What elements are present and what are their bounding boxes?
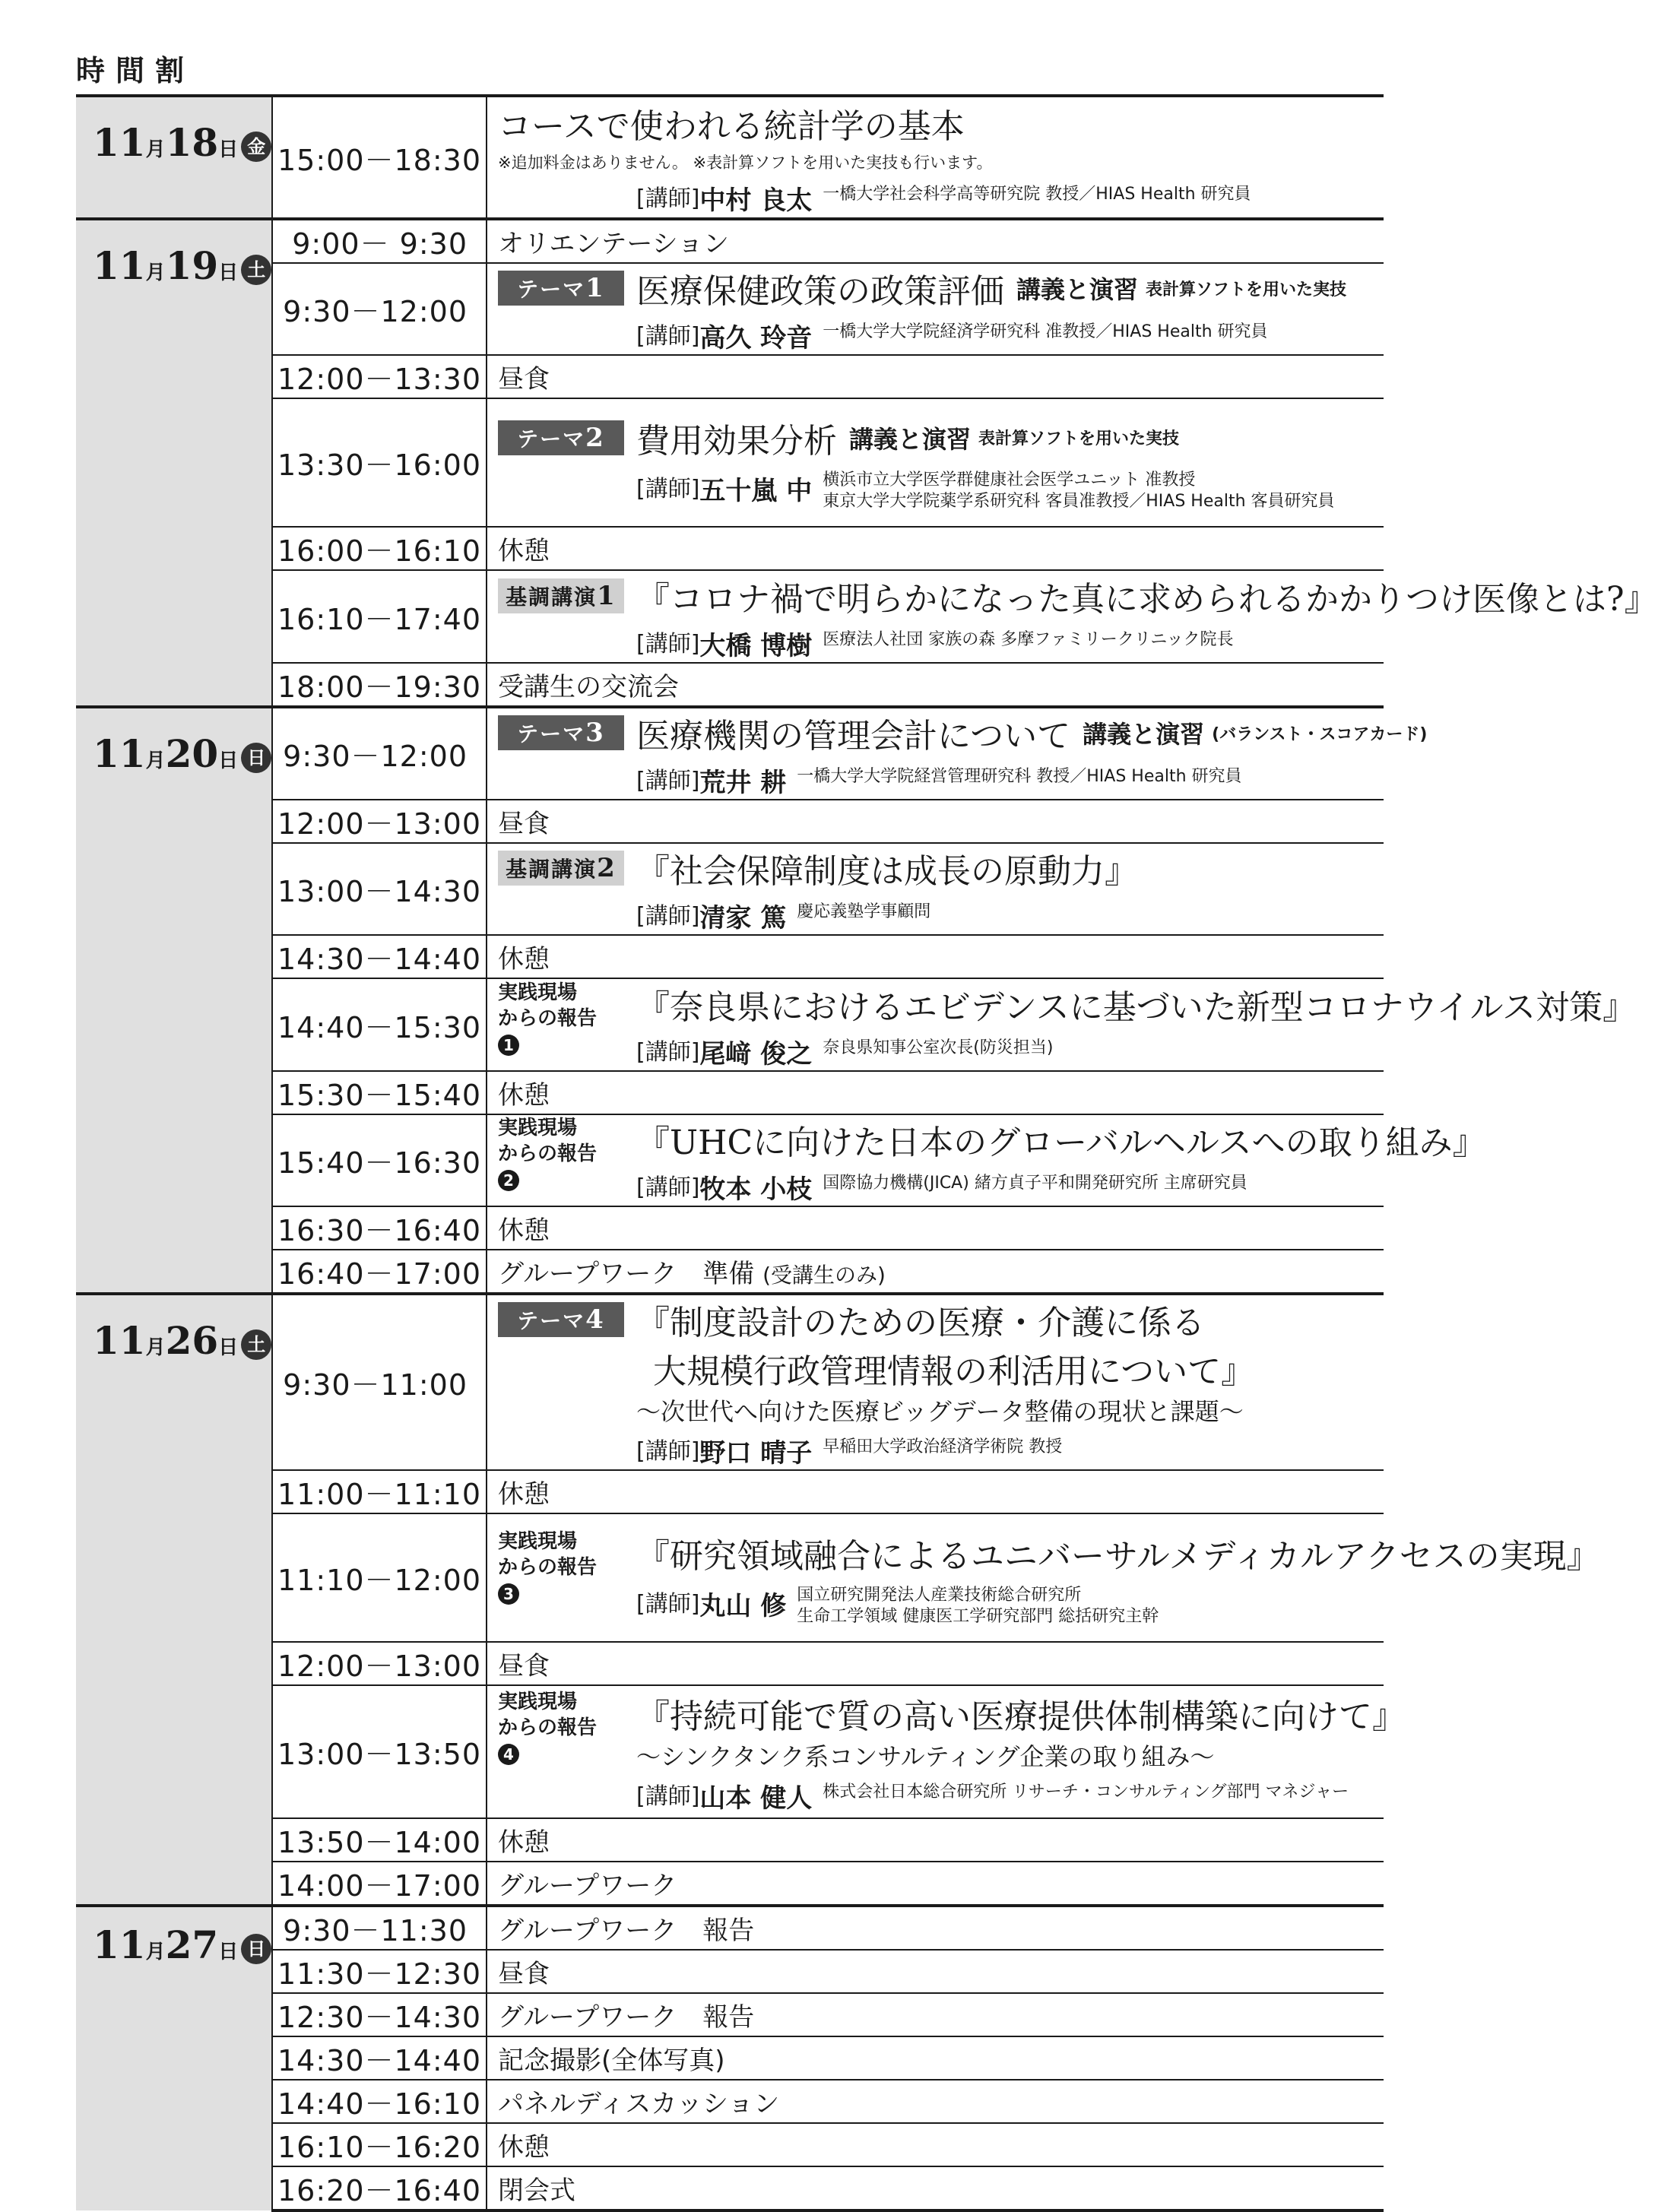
session-title: 『社会保障制度は成長の原動力』: [636, 852, 1138, 891]
table-row: [76, 978, 1384, 1071]
session-cell: テーマ2 費用効果分析 講義と演習 表計算ソフトを用いた実技 [講師] 五十嵐 中 横浜市立大学医学群健康社会医学ユニット 准教授 東京大学大学院薬学系研究科 客員准教授／HIAS Health 客員研究員: [487, 398, 1384, 527]
time-cell: 9:30－12:00: [272, 707, 487, 800]
session-cell: 休憩: [487, 1470, 1384, 1513]
lecturer-affiliation: 株式会社日本総合研究所 リサーチ・コンサルティング部門 マネジャー: [823, 1783, 1349, 1802]
session-cell: [487, 1114, 1486, 1206]
date-cell: [76, 1294, 272, 1906]
table-row: [76, 570, 1384, 663]
lecturer-affiliation: 一橋大学大学院経済学研究科 准教授／HIAS Health 研究員: [823, 322, 1268, 341]
time-cell: 15:40－16:30: [272, 1114, 487, 1206]
session-subtitle: ～次世代へ向けた医療ビッグデータ整備の現状と課題～: [636, 1397, 1244, 1426]
lecturer-name: 高久 玲音: [699, 323, 813, 353]
lecturer: [講師] 野口 晴子 早稲田大学政治経済学術院 教授: [636, 1432, 1377, 1469]
keynote-badge: 基調講演2: [498, 851, 624, 886]
lecturer: [講師] 荒井 耕 一橋大学大学院経営管理研究科 教授／HIAS Health 研究員: [636, 762, 1377, 799]
session-cell: グループワーク 報告: [487, 1993, 1384, 2036]
session-cell: テーマ1 医療保健政策の政策評価 講義と演習 表計算ソフトを用いた実技 [講師] 高久 玲音 一橋大学大学院経済学研究科 准教授／HIAS Health 研究員: [487, 263, 1384, 355]
table-row: [76, 1642, 1384, 1685]
table-row: [76, 1114, 1384, 1206]
table-row: [76, 1071, 1384, 1114]
weekday-badge: 金: [241, 132, 271, 162]
field-report-label: 実践現場 からの報告 3: [498, 1529, 598, 1603]
table-row: [76, 935, 1384, 978]
lecturer-name: 清家 篤: [699, 903, 787, 933]
lecturer-name: 尾﨑 俊之: [699, 1038, 813, 1070]
lecturer: [講師] 五十嵐 中 横浜市立大学医学群健康社会医学ユニット 准教授 東京大学大学院薬学系研究科 客員准教授／HIAS Health 客員研究員: [636, 470, 1335, 511]
session-cell: [487, 1685, 1406, 1818]
report-number-badge: 1: [498, 1035, 519, 1056]
session-cell: [487, 843, 1384, 935]
session-title: 『持続可能で質の高い医療提供体制構築に向けて』: [636, 1697, 1406, 1736]
session-title: 費用効果分析: [636, 421, 837, 461]
session-cell: パネルディスカッション: [487, 2080, 1384, 2123]
table-row: [76, 219, 1384, 263]
table-row: [76, 2036, 1384, 2080]
time-cell: 14:30－14:40: [272, 2036, 487, 2080]
table-row: [76, 1206, 1384, 1250]
lecturer-name: 五十嵐 中: [699, 475, 813, 506]
table-row: [76, 1513, 1384, 1642]
session-cell: 昼食: [487, 1642, 1384, 1685]
time-cell: 12:30－14:30: [272, 1993, 487, 2036]
time-cell: 11:10－12:00: [272, 1513, 487, 1642]
session-cell: 昼食: [487, 1950, 1384, 1993]
time-cell: 14:30－14:40: [272, 935, 487, 978]
theme-badge: テーマ3: [498, 715, 624, 750]
date-cell: [76, 707, 272, 1294]
lecturer-affiliation: 横浜市立大学医学群健康社会医学ユニット 准教授 東京大学大学院薬学系研究科 客員准教授／HIAS Health 客員研究員: [823, 470, 1335, 511]
session-cell: グループワーク 報告: [487, 1906, 1384, 1950]
table-row: [76, 800, 1384, 843]
time-cell: 11:00－11:10: [272, 1470, 487, 1513]
time-cell: 13:00－14:30: [272, 843, 487, 935]
session-cell: [487, 96, 1384, 219]
time-cell: 14:40－16:10: [272, 2080, 487, 2123]
time-cell: 15:30－15:40: [272, 1071, 487, 1114]
time-cell: 15:00－18:30: [272, 96, 487, 219]
lecturer-name: 大橋 博樹: [699, 630, 813, 661]
session-title: 『コロナ禍で明らかになった真に求められるかかりつけ医像とは?』: [636, 579, 1658, 619]
table-row: [76, 1470, 1384, 1513]
table-row: [76, 663, 1384, 707]
time-cell: 9:30－12:00: [272, 263, 487, 355]
session-cell: 休憩: [487, 1206, 1384, 1250]
lecturer-affiliation: 国際協力機構(JICA) 緒方貞子平和開発研究所 主席研究員: [823, 1174, 1247, 1193]
table-row: [76, 1906, 1384, 1950]
lecturer: [講師] 中村 良太 一橋大学社会科学高等研究院 教授／HIAS Health 研究員: [636, 179, 1377, 217]
time-cell: 16:00－16:10: [272, 527, 487, 570]
time-cell: 14:40－15:30: [272, 978, 487, 1071]
lecturer: [講師] 丸山 修 国立研究開発法人産業技術総合研究所 生命工学領域 健康医工学研究部門 総括研究主幹: [636, 1585, 1159, 1626]
page-title: 時間割: [76, 54, 195, 87]
table-row: [76, 263, 1384, 355]
session-title: 『奈良県におけるエビデンスに基づいた新型コロナウイルス対策』: [636, 987, 1637, 1027]
time-cell: 9:30－11:00: [272, 1294, 487, 1470]
table-row: [76, 2080, 1384, 2123]
session-subtitle: ～シンクタンク系コンサルティング企業の取り組み～: [636, 1742, 1215, 1771]
report-number-badge: 2: [498, 1170, 519, 1191]
lecturer: [講師] 高久 玲音 一橋大学大学院経済学研究科 准教授／HIAS Health 研究員: [636, 317, 1377, 354]
lecturer-name: 野口 晴子: [699, 1438, 813, 1469]
session-note: ※追加料金はありません。 ※表計算ソフトを用いた実技も行います。: [498, 153, 993, 172]
time-cell: 16:30－16:40: [272, 1206, 487, 1250]
field-report-label: 実践現場 からの報告 1: [498, 981, 598, 1054]
report-number-badge: 4: [498, 1744, 519, 1765]
lecturer: [講師] 清家 篤 慶応義塾学事顧問: [636, 897, 1377, 934]
session-cell: 閉会式: [487, 2166, 1384, 2210]
session-cell: オリエンテーション: [487, 219, 1384, 263]
session-title: 医療保健政策の政策評価: [636, 272, 1004, 311]
session-title: コースで使われる統計学の基本: [498, 106, 965, 146]
lecturer-name: 丸山 修: [699, 1590, 787, 1621]
table-row: [76, 1950, 1384, 1993]
weekday-badge: 土: [241, 255, 271, 285]
session-cell: 休憩: [487, 935, 1384, 978]
table-row: [76, 1862, 1384, 1906]
table-row: [76, 2166, 1384, 2210]
timetable: [76, 94, 1658, 2212]
session-cell: グループワーク: [487, 1862, 1384, 1906]
session-cell: [487, 570, 1658, 663]
time-cell: 16:20－16:40: [272, 2166, 487, 2210]
session-title: 『UHCに向けた日本のグローバルヘルスへの取り組み』: [636, 1123, 1486, 1162]
lecturer: [講師] 牧本 小枝 国際協力機構(JICA) 緒方貞子平和開発研究所 主席研究員: [636, 1168, 1486, 1206]
table-row: [76, 1818, 1384, 1862]
time-cell: 12:00－13:30: [272, 355, 487, 398]
session-cell: 休憩: [487, 1818, 1384, 1862]
table-row: [76, 96, 1384, 219]
lecturer-name: 山本 健人: [699, 1783, 813, 1814]
lecturer-name: 中村 良太: [699, 185, 813, 216]
time-cell: 16:10－16:20: [272, 2123, 487, 2166]
session-cell: 受講生の交流会: [487, 663, 1384, 707]
lecturer-affiliation: 一橋大学大学院経営管理研究科 教授／HIAS Health 研究員: [797, 767, 1242, 786]
lecturer-affiliation: 医療法人社団 家族の森 多摩ファミリークリニック院長: [823, 629, 1234, 649]
session-title: 『制度設計のための医療・介護に係る: [636, 1304, 1205, 1342]
time-cell: 13:50－14:00: [272, 1818, 487, 1862]
lecturer-affiliation: 慶応義塾学事顧問: [797, 902, 931, 921]
lecturer-affiliation: 一橋大学社会科学高等研究院 教授／HIAS Health 研究員: [823, 184, 1251, 204]
session-cell: テーマ3 医療機関の管理会計について 講義と演習 (バランスト・スコアカード) [講師] 荒井 耕 一橋大学大学院経営管理研究科 教授／HIAS Health 研究員: [487, 707, 1384, 800]
session-cell: 昼食: [487, 355, 1384, 398]
date-label: 11月18日 金: [76, 97, 271, 165]
session-cell: [487, 978, 1637, 1071]
time-cell: 11:30－12:30: [272, 1950, 487, 1993]
table-row: [76, 398, 1384, 527]
lecturer-affiliation: 奈良県知事公室次長(防災担当): [823, 1038, 1054, 1057]
table-row: [76, 1250, 1384, 1294]
lecturer: [講師] 尾﨑 俊之 奈良県知事公室次長(防災担当): [636, 1033, 1636, 1070]
session-cell: [487, 1294, 1384, 1470]
session-title: 医療機関の管理会計について: [636, 717, 1071, 756]
time-cell: 16:40－17:00: [272, 1250, 487, 1294]
date-label: 11月27日 日: [76, 1907, 271, 1967]
lecturer: [講師] 大橋 博樹 医療法人社団 家族の森 多摩ファミリークリニック院長: [636, 625, 1377, 662]
time-cell: 12:00－13:00: [272, 1642, 487, 1685]
table-row: [76, 1993, 1384, 2036]
time-cell: 14:00－17:00: [272, 1862, 487, 1906]
session-cell: 休憩: [487, 1071, 1384, 1114]
weekday-badge: 日: [241, 1934, 271, 1964]
session-cell: 昼食: [487, 800, 1384, 843]
session-cell: 休憩: [487, 2123, 1384, 2166]
date-label: 11月26日 土: [76, 1295, 271, 1363]
time-cell: 13:30－16:00: [272, 398, 487, 527]
table-row: [76, 1294, 1384, 1470]
table-row: [76, 527, 1384, 570]
time-cell: 9:00－ 9:30: [272, 219, 487, 263]
lecturer: [講師] 山本 健人 株式会社日本総合研究所 リサーチ・コンサルティング部門 マネジャー: [636, 1777, 1406, 1814]
field-report-label: 実践現場 からの報告 2: [498, 1117, 598, 1190]
theme-badge: テーマ1: [498, 271, 624, 306]
report-number-badge: 3: [498, 1583, 519, 1605]
session-title-line2: 大規模行政管理情報の利活用について』: [653, 1352, 1255, 1391]
time-cell: 9:30－11:30: [272, 1906, 487, 1950]
date-cell: [76, 219, 272, 707]
date-cell: [76, 1906, 272, 2210]
weekday-badge: 日: [241, 743, 271, 773]
session-title: 『研究領域融合によるユニバーサルメディカルアクセスの実現』: [636, 1536, 1600, 1576]
table-row: [76, 1685, 1384, 1818]
date-label: 11月19日 土: [76, 220, 271, 288]
time-cell: 18:00－19:30: [272, 663, 487, 707]
session-cell: グループワーク 準備 (受講生のみ): [487, 1250, 1384, 1294]
lecturer-name: 牧本 小枝: [699, 1174, 813, 1205]
session-cell: 記念撮影(全体写真): [487, 2036, 1384, 2080]
time-cell: 13:00－13:50: [272, 1685, 487, 1818]
time-cell: 16:10－17:40: [272, 570, 487, 663]
table-row: [76, 707, 1384, 800]
table-row: [76, 355, 1384, 398]
time-cell: 12:00－13:00: [272, 800, 487, 843]
session-cell: 休憩: [487, 527, 1384, 570]
lecturer-name: 荒井 耕: [699, 768, 787, 798]
weekday-badge: 土: [241, 1329, 271, 1360]
theme-badge: テーマ4: [498, 1302, 624, 1337]
lecturer-affiliation: 早稲田大学政治経済学術院 教授: [823, 1437, 1063, 1456]
theme-badge: テーマ2: [498, 420, 624, 455]
date-cell: [76, 96, 272, 219]
lecturer-affiliation: 国立研究開発法人産業技術総合研究所 生命工学領域 健康医工学研究部門 総括研究主幹: [797, 1585, 1159, 1626]
keynote-badge: 基調講演1: [498, 578, 624, 613]
session-cell: [487, 1513, 1600, 1642]
date-label: 11月20日 日: [76, 708, 271, 776]
table-row: [76, 2123, 1384, 2166]
table-row: [76, 843, 1384, 935]
field-report-label: 実践現場 からの報告 4: [498, 1691, 598, 1764]
